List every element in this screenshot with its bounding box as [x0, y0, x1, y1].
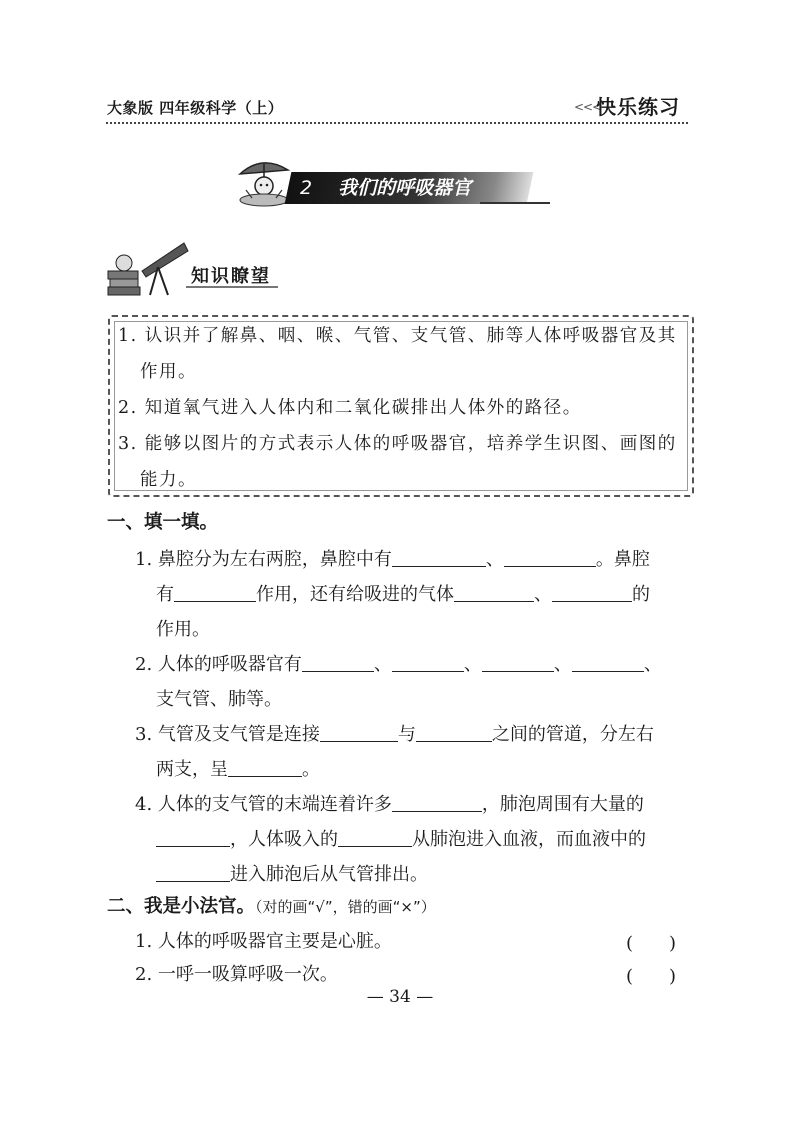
answer-blank[interactable]	[454, 581, 534, 602]
answer-blank[interactable]	[392, 546, 486, 567]
lesson-name: 我们的呼吸器官	[338, 177, 472, 199]
book-title: 大象版 四年级科学（上）	[107, 99, 284, 117]
answer-blank[interactable]	[504, 546, 596, 567]
q2-line2: 支气管、肺等。	[156, 689, 282, 710]
q2-line1: 2. 人体的呼吸器官有 、 、 、 、	[135, 648, 662, 682]
section-title: 知识瞭望	[191, 266, 271, 287]
answer-blank[interactable]	[552, 581, 632, 602]
lesson-title	[300, 173, 471, 200]
q3-line1: 3. 气管及支气管是连接 与 之间的管道，分左右	[135, 718, 654, 752]
answer-blank[interactable]	[338, 826, 412, 847]
header-divider	[106, 122, 688, 124]
section-underline	[186, 286, 278, 288]
objective-item: 2. 知道氧气进入人体内和二氧化碳排出人体外的路径。	[118, 398, 582, 418]
telescope-mascot-icon	[106, 237, 190, 299]
answer-blank[interactable]	[392, 791, 482, 812]
page-number: — 34 —	[366, 987, 434, 1007]
arrow-decoration-icon: <<<	[574, 100, 602, 114]
part2-heading: 二、我是小法官。（对的画“√”，错的画“×”）	[107, 896, 436, 917]
answer-parentheses[interactable]: ( )	[626, 933, 677, 954]
answer-blank[interactable]	[174, 581, 256, 602]
objective-item: 能力。	[140, 470, 197, 490]
q1-line3: 作用。	[156, 619, 210, 640]
q4-line3: 进入肺泡后从气管排出。	[156, 858, 428, 892]
answer-blank[interactable]	[572, 651, 644, 672]
part2-note: （对的画“√”，错的画“×”）	[255, 898, 436, 916]
lesson-number: 2	[300, 177, 313, 199]
q4-line2: ，人体吸入的 从肺泡进入血液，而血液中的	[156, 823, 646, 857]
series-title: 快乐练习	[596, 95, 680, 119]
q3-line2: 两支，呈 。	[156, 753, 320, 787]
answer-blank[interactable]	[392, 651, 464, 672]
judge-item: 1. 人体的呼吸器官主要是心脏。	[135, 931, 392, 952]
answer-blank[interactable]	[416, 721, 492, 742]
answer-blank[interactable]	[320, 721, 398, 742]
answer-blank[interactable]	[482, 651, 554, 672]
objective-item: 作用。	[140, 362, 197, 382]
banner-underline	[480, 202, 550, 204]
objective-item: 1. 认识并了解鼻、咽、喉、气管、支气管、肺等人体呼吸器官及其	[118, 326, 677, 346]
answer-blank[interactable]	[156, 826, 230, 847]
answer-parentheses[interactable]: ( )	[626, 966, 677, 987]
judge-item: 2. 一呼一吸算呼吸一次。	[135, 964, 338, 985]
objective-item: 3. 能够以图片的方式表示人体的呼吸器官，培养学生识图、画图的	[118, 434, 677, 454]
answer-blank[interactable]	[302, 651, 374, 672]
q1-line2: 有 作用，还有给吸进的气体 、 的	[156, 578, 650, 612]
answer-blank[interactable]	[156, 861, 230, 882]
q1-line1: 1. 鼻腔分为左右两腔，鼻腔中有 、 。鼻腔	[135, 543, 650, 577]
q4-line1: 4. 人体的支气管的末端连着许多 ，肺泡周围有大量的	[135, 788, 644, 822]
answer-blank[interactable]	[228, 756, 302, 777]
part1-heading: 一、填一填。	[107, 512, 219, 533]
